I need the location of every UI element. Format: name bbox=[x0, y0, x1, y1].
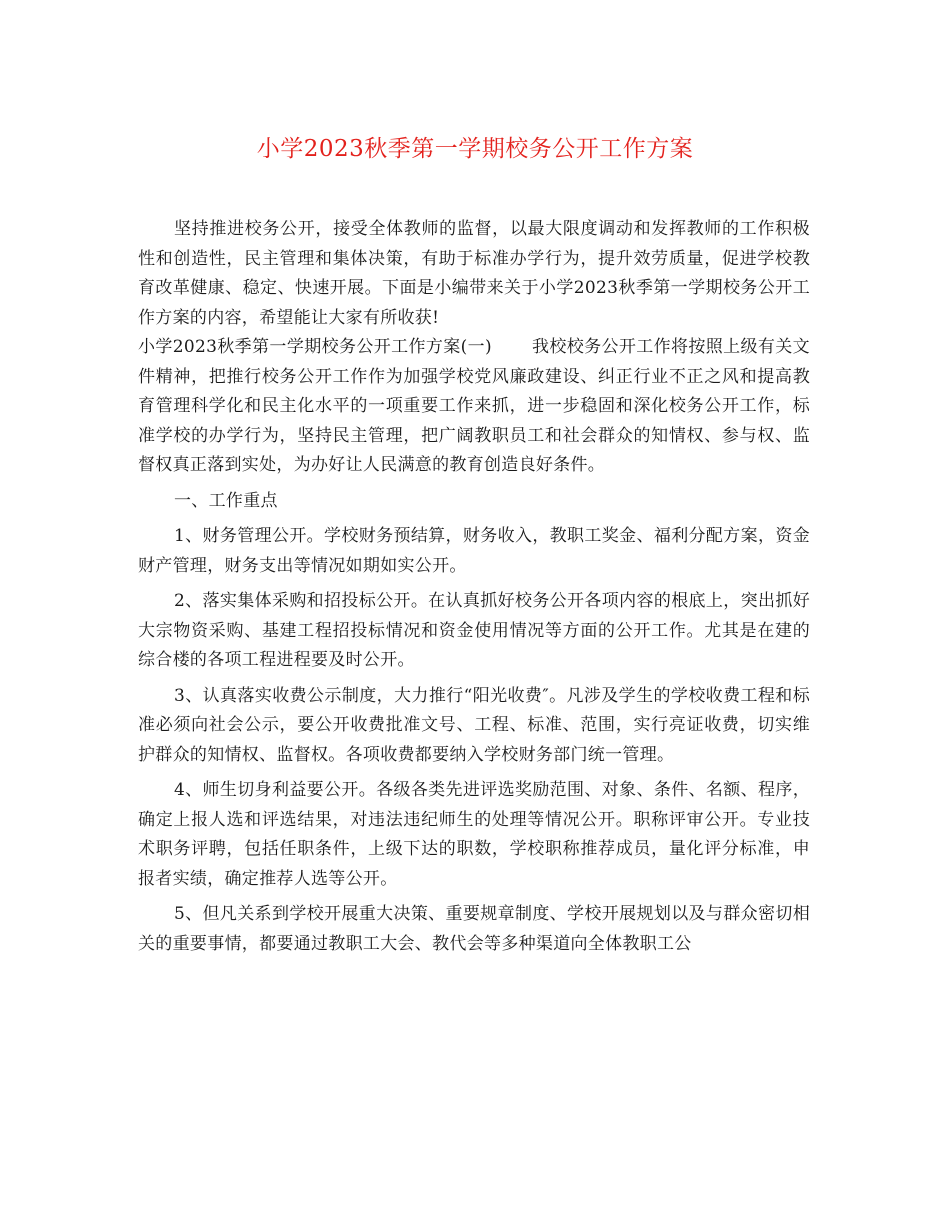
section-intro: 我校校务公开工作将按照上级有关文件精神，把推行校务公开工作作为加强学校党风廉政建设、纠正行业不正之风和提高教育管理科学化和民主化水平的一项重要工作来抓，进一步稳固和深化校务公开工作，标准学校的办学行为，坚持民主管理，把广阔教职员工和社会群众的知情权、参与权、监督权真正落到实处，为办好让人民满意的教育创造良好条件。 bbox=[138, 337, 810, 475]
section-title: 小学2023秋季第一学期校务公开工作方案(一) bbox=[138, 337, 492, 357]
list-item: 4、师生切身利益要公开。各级各类先进评选奖励范围、对象、条件、名额、程序，确定上报人选和评选结果，对违法违纪师生的处理等情况公开。职称评审公开。专业技术职务评聘，包括任职条件，上级下达的职数，学校职称推荐成员，量化评分标准，申报者实绩，确定推荐人选等公开。 bbox=[138, 780, 810, 889]
list-item: 5、但凡关系到学校开展重大决策、重要规章制度、学校开展规划以及与群众密切相关的重要事情，都要通过教职工大会、教代会等多种渠道向全体教职工公 bbox=[138, 904, 810, 954]
list-item: 1、财务管理公开。学校财务预结算，财务收入，教职工奖金、福利分配方案，资金财产管理，财务支出等情况如期如实公开。 bbox=[138, 526, 810, 576]
intro-paragraph: 坚持推进校务公开，接受全体教师的监督，以最大限度调动和发挥教师的工作积极性和创造性，民主管理和集体决策，有助于标准办学行为，提升效劳质量，促进学校教育改革健康、稳定、快速开展。下面是小编带来关于小学2023秋季第一学期校务公开工作方案的内容，希望能让大家有所收获! bbox=[138, 219, 810, 328]
document-title: 小学2023秋季第一学期校务公开工作方案 bbox=[256, 136, 694, 162]
section-paragraph bbox=[138, 333, 810, 481]
list-item: 3、认真落实收费公示制度，大力推行“阳光收费″。凡涉及学生的学校收费工程和标准必须向社会公示，要公开收费批准文号、工程、标准、范围，实行亮证收费，切实维护群众的知情权、监督权。各项收费都要纳入学校财务部门统一管理。 bbox=[138, 685, 810, 765]
list-item: 2、落实集体采购和招投标公开。在认真抓好校务公开各项内容的根底上，突出抓好大宗物资采购、基建工程招投标情况和资金使用情况等方面的公开工作。尤其是在建的综合楼的各项工程进程要及时公开。 bbox=[138, 591, 810, 670]
heading-work-focus: 一、工作重点 bbox=[174, 490, 278, 511]
document-body bbox=[138, 215, 810, 959]
